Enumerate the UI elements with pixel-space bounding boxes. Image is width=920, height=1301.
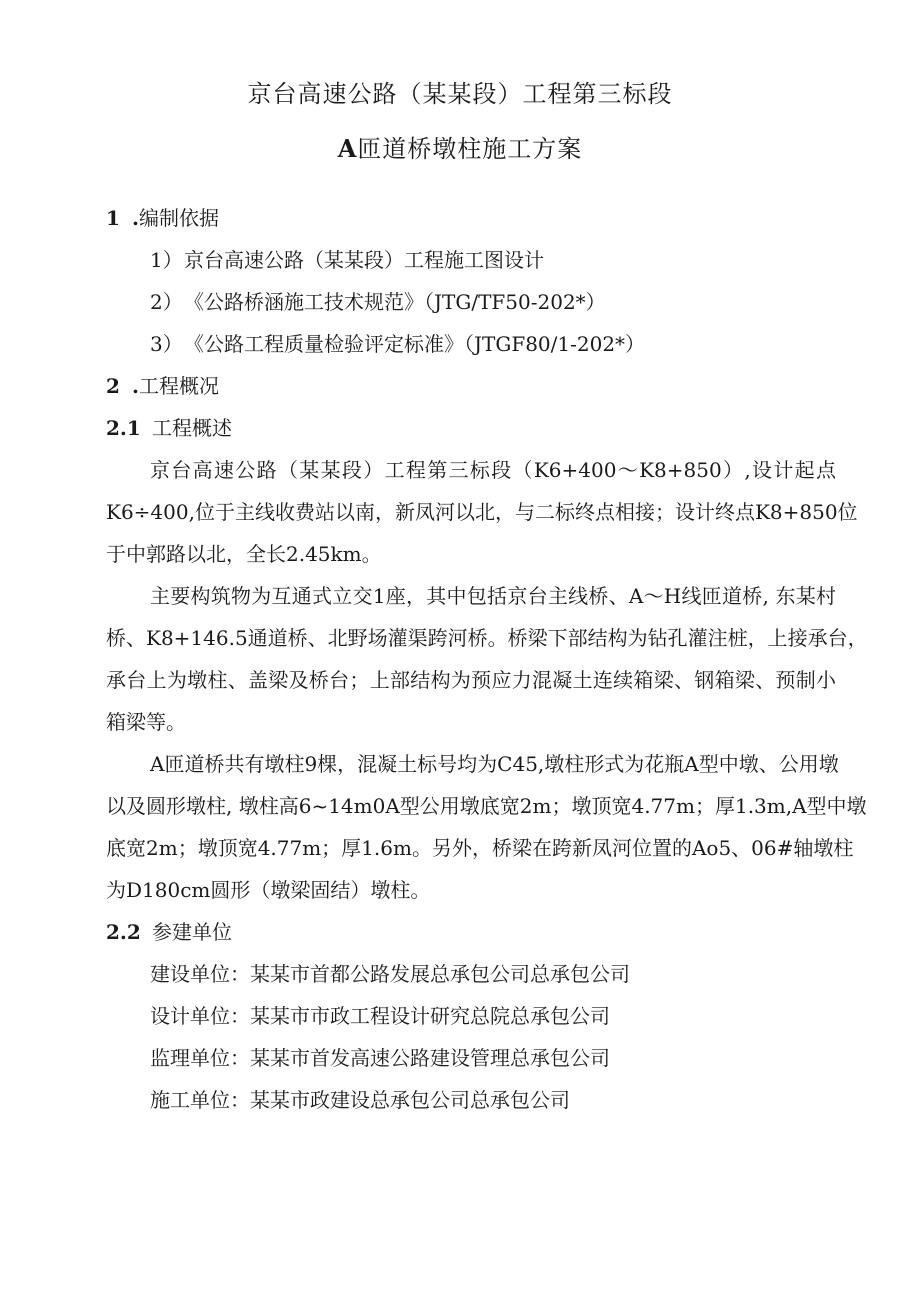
section-2-heading: 2 .工程概况 bbox=[106, 374, 219, 398]
section-1-heading: 1 .编制依据 bbox=[106, 206, 219, 230]
paragraph-line: K6÷400,位于主线收费站以南，新凤河以北，与二标终点相接；设计终点K8+850位 bbox=[106, 500, 858, 524]
paragraph-line: 为D180cm圆形（墩梁固结）墩柱。 bbox=[106, 878, 431, 902]
paragraph-line: 底宽2m；墩顶宽4.77m；厚1.6m。另外，桥梁在跨新凤河位置的Ao5、06#轴墩柱 bbox=[106, 836, 854, 860]
paragraph-line: 承台上为墩柱、盖梁及桥台；上部结构为预应力混凝土连续箱梁、钢箱梁、预制小 bbox=[106, 668, 836, 692]
participant-unit: 设计单位：某某市市政工程设计研究总院总承包公司 bbox=[150, 1004, 610, 1028]
document-title-line2 bbox=[0, 129, 920, 164]
title-bold-letter: A bbox=[337, 134, 358, 163]
paragraph-line: 于中郭路以北，全长2.45km。 bbox=[106, 542, 382, 566]
section-2-1-heading: 2.1 工程概述 bbox=[106, 416, 232, 440]
reference-item: 1）京台高速公路（某某段）工程施工图设计 bbox=[150, 248, 544, 272]
paragraph-line: A匝道桥共有墩柱9棵，混凝土标号均为C45,墩柱形式为花瓶A型中墩、公用墩 bbox=[150, 752, 839, 776]
paragraph-line: 桥、K8+146.5通道桥、北野场灌渠跨河桥。桥梁下部结构为钻孔灌注桩，上接承台， bbox=[106, 626, 868, 650]
participant-unit: 建设单位：某某市首都公路发展总承包公司总承包公司 bbox=[150, 962, 630, 986]
paragraph-line: 主要构筑物为互通式立交1座，其中包括京台主线桥、A～H线匝道桥, 东某村 bbox=[150, 584, 836, 608]
reference-item: 3）《公路工程质量检验评定标准》（JTGF80/1-202*） bbox=[150, 332, 646, 356]
section-2-2-heading: 2.2 参建单位 bbox=[106, 920, 232, 944]
paragraph-line: 京台高速公路（某某段）工程第三标段（K6+400～K8+850）,设计起点 bbox=[150, 458, 836, 482]
participant-unit: 监理单位：某某市首发高速公路建设管理总承包公司 bbox=[150, 1046, 610, 1070]
paragraph-line: 以及圆形墩柱, 墩柱高6~14m0A型公用墩底宽2m；墩顶宽4.77m；厚1.3m,A型中墩 bbox=[106, 794, 867, 818]
reference-item: 2）《公路桥涵施工技术规范》（JTG/TF50-202*） bbox=[150, 290, 606, 314]
participant-unit: 施工单位：某某市政建设总承包公司总承包公司 bbox=[150, 1088, 570, 1112]
title-rest: 匝道桥墩柱施工方案 bbox=[357, 135, 583, 163]
document-title-line1: 京台高速公路（某某段）工程第三标段 bbox=[247, 80, 673, 108]
paragraph-line: 箱梁等。 bbox=[106, 710, 186, 734]
